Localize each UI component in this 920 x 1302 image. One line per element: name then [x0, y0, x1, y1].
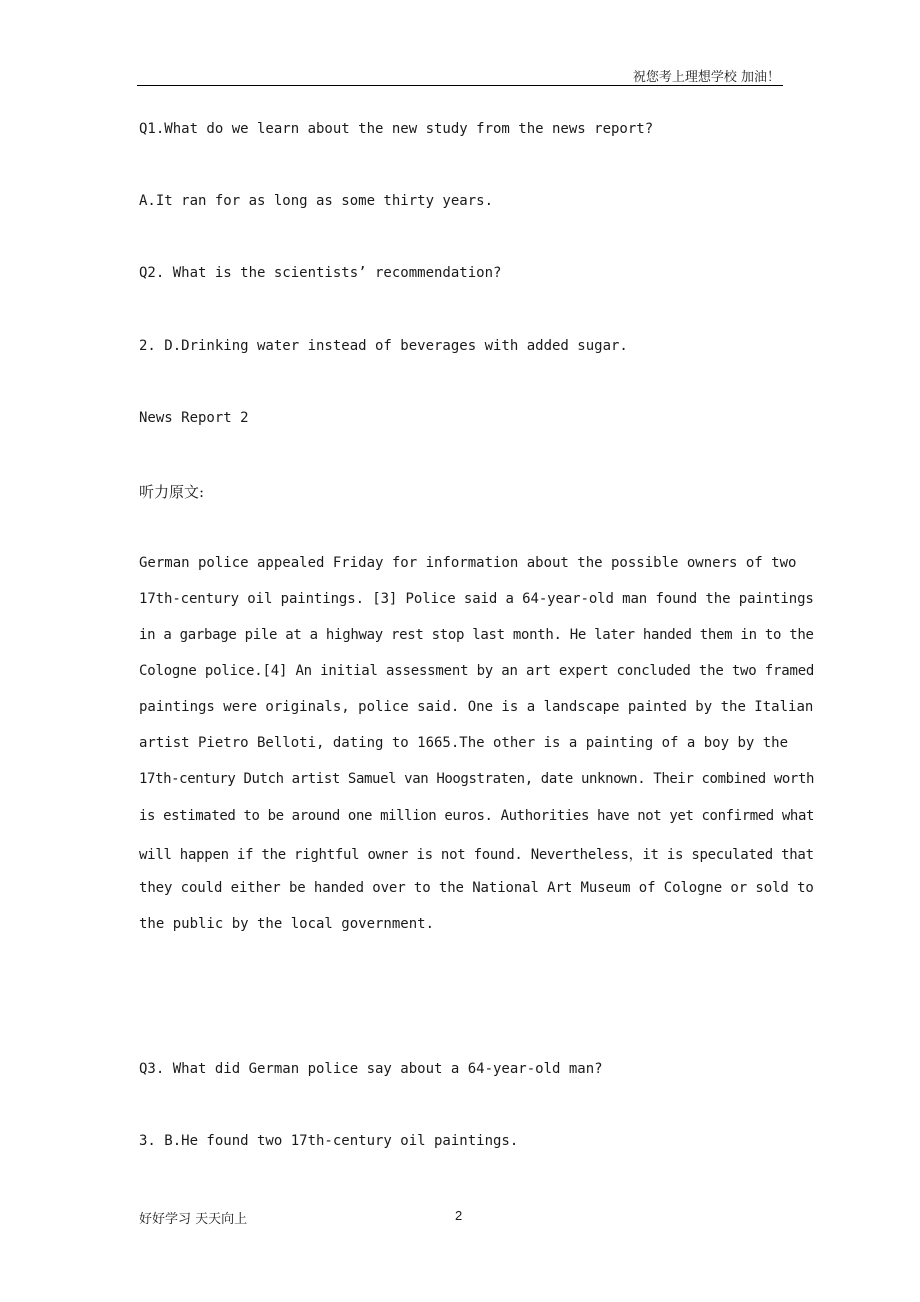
paragraph-line: 17th-century Dutch artist Samuel van Hoogstraten, date unknown. Their combined worth	[139, 771, 815, 787]
paragraph-line: artist Pietro Belloti, dating to 1665.The other is a painting of a boy by the	[139, 735, 789, 751]
header-divider	[137, 85, 783, 86]
paragraph-line: 17th-century oil paintings. [3] Police said a 64-year-old man found the paintings	[139, 591, 814, 607]
footer-motto: 好好学习 天天向上	[139, 1212, 248, 1227]
paragraph-line: they could either be handed over to the National Art Museum of Cologne or sold to	[139, 880, 814, 896]
section-title: News Report 2	[139, 410, 249, 426]
paragraph-line: the public by the local government.	[139, 916, 435, 932]
paragraph-line: German police appealed Friday for information about the possible owners of two	[139, 555, 797, 571]
paragraph-line: is estimated to be around one million euros. Authorities have not yet confirmed what	[139, 808, 815, 824]
paragraph-line: in a garbage pile at a highway rest stop last month. He later handed them in to the	[139, 627, 814, 643]
transcript-label: 听力原文:	[139, 483, 205, 501]
answer-2: 2. D.Drinking water instead of beverages with added sugar.	[139, 338, 628, 354]
paragraph-line: will happen if the rightful owner is not found. Nevertheless，it is speculated that	[139, 847, 814, 863]
answer-1: A.It ran for as long as some thirty years.	[139, 193, 494, 209]
paragraph-line: Cologne police.[4] An initial assessment by an art expert concluded the two framed	[139, 663, 815, 679]
question-1: Q1.What do we learn about the new study from the news report?	[139, 121, 654, 137]
header-motto: 祝您考上理想学校 加油！	[632, 70, 780, 85]
paragraph-line: paintings were originals, police said. One is a landscape painted by the Italian	[139, 699, 814, 715]
question-3: Q3. What did German police say about a 64-year-old man?	[139, 1061, 603, 1077]
answer-3: 3. B.He found two 17th-century oil paintings.	[139, 1133, 519, 1149]
question-2: Q2. What is the scientists’ recommendation?	[139, 265, 502, 281]
page-number: 2	[455, 1208, 463, 1223]
